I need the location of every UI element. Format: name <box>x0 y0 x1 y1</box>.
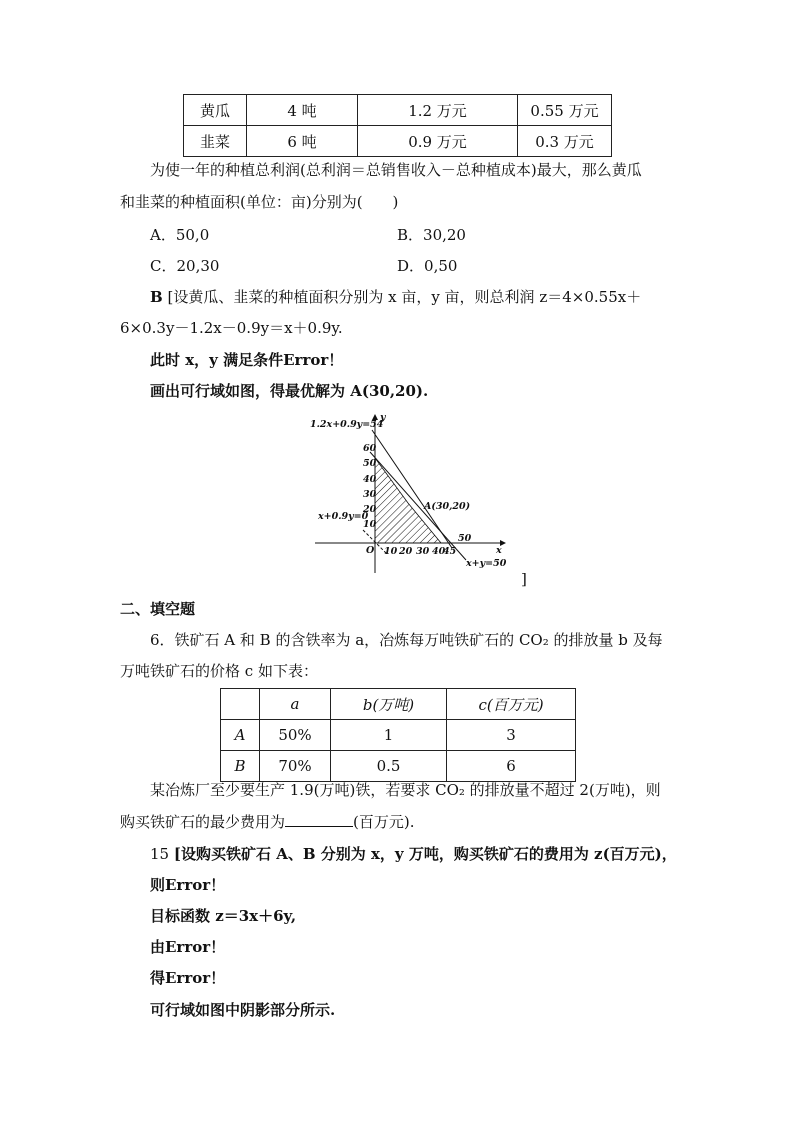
table-row <box>221 720 576 751</box>
answer-blank <box>285 812 353 827</box>
table-cell: 0.9 万元 <box>358 126 518 157</box>
ore-table <box>220 688 576 782</box>
q6-stem-line-3: 某冶炼厂至少要生产 1.9(万吨)铁，若要求 CO₂ 的排放量不超过 2(万吨)，则 <box>150 781 661 799</box>
y-tick-20: 20 <box>363 504 377 515</box>
table-cell: 黄瓜 <box>184 95 247 126</box>
y-tick-30: 30 <box>363 489 377 500</box>
objective-line-label: x+0.9y=0 <box>318 511 369 522</box>
q5-solution-line-1 <box>150 287 641 307</box>
q5-solution-line-3: 此时 x，y 满足条件Error！ <box>150 351 344 369</box>
table-cell: A <box>221 720 260 751</box>
table-row <box>184 126 612 157</box>
table-row <box>184 95 612 126</box>
q6-solution-line-4: 由Error！ <box>150 938 226 956</box>
table-cell: 3 <box>447 720 576 751</box>
x-tick-45: 45 <box>443 546 457 557</box>
x-axis-label: x <box>496 545 502 556</box>
table-cell: 0.3 万元 <box>518 126 612 157</box>
q5-solution-text: [设黄瓜、韭菜的种植面积分别为 x 亩，y 亩，则总利润 z＝4×0.55x＋ <box>167 288 642 306</box>
table-cell: B <box>221 751 260 782</box>
sum-line-label: x+y=50 <box>466 558 507 569</box>
q6-stem-text: 购买铁矿石的最少费用为 <box>120 813 286 831</box>
q6-solution-line-1 <box>150 844 677 864</box>
table-cell <box>221 689 260 720</box>
table-cell: 6 吨 <box>247 126 358 157</box>
q5-stem-line-2: 和韭菜的种植面积(单位：亩)分别为( ) <box>120 193 399 211</box>
y-axis-label: y <box>380 412 386 423</box>
table-cell: b(万吨) <box>331 689 447 720</box>
table-cell: 1.2 万元 <box>358 95 518 126</box>
table-cell: 0.5 <box>331 751 447 782</box>
q5-option-d: D．0,50 <box>397 257 458 275</box>
q6-solution-text: [设购买铁矿石 A、B 分别为 x，y 万吨，购买铁矿石的费用为 z(百万元)， <box>173 845 677 863</box>
table-cell: 韭菜 <box>184 126 247 157</box>
x-tick-40: 40 <box>432 546 446 557</box>
table-row <box>221 751 576 782</box>
table-cell: a <box>260 689 331 720</box>
q5-option-b: B．30,20 <box>397 226 466 244</box>
q5-option-a: A．50,0 <box>150 226 210 244</box>
mark-50-label: 50 <box>458 533 472 544</box>
q5-close-bracket: ] <box>521 570 527 588</box>
q5-stem-line-1: 为使一年的种植总利润(总利润＝总销售收入－总种植成本)最大，那么黄瓜 <box>150 161 642 179</box>
label-line-1: 1.2x+0.9y=54 <box>310 419 384 430</box>
x-tick-20: 20 <box>399 546 413 557</box>
q6-stem-unit: (百万元). <box>353 813 415 831</box>
q6-stem-line-1: 6．铁矿石 A 和 B 的含铁率为 a，冶炼每万吨铁矿石的 CO₂ 的排放量 b 及每 <box>150 631 663 649</box>
q6-answer: 15 <box>150 845 170 863</box>
q6-solution-line-3: 目标函数 z＝3x＋6y, <box>150 907 297 925</box>
q6-stem-line-2: 万吨铁矿石的价格 c 如下表： <box>120 662 318 680</box>
q6-solution-line-6: 可行域如图中阴影部分所示. <box>150 1001 336 1019</box>
origin-label: O <box>366 545 375 556</box>
y-tick-10: 10 <box>363 519 377 530</box>
point-a-label: A(30,20) <box>424 501 471 512</box>
q6-solution-line-5: 得Error！ <box>150 969 226 987</box>
crop-table <box>183 94 612 157</box>
table-cell: 50% <box>260 720 331 751</box>
x-tick-10: 10 <box>384 546 398 557</box>
table-cell: 6 <box>447 751 576 782</box>
feasible-region-graph <box>300 408 520 578</box>
y-tick-50: 50 <box>363 458 377 469</box>
q5-option-c: C．20,30 <box>150 257 220 275</box>
q6-solution-line-2: 则Error！ <box>150 876 226 894</box>
table-cell: c(百万元) <box>447 689 576 720</box>
table-cell: 0.55 万元 <box>518 95 612 126</box>
q5-answer: B <box>150 288 163 306</box>
table-cell: 1 <box>331 720 447 751</box>
table-row <box>221 689 576 720</box>
y-tick-40: 40 <box>363 474 377 485</box>
x-tick-30: 30 <box>416 546 430 557</box>
q5-solution-line-2: 6×0.3y－1.2x－0.9y＝x＋0.9y. <box>120 319 343 337</box>
table-cell: 70% <box>260 751 331 782</box>
y-tick-60: 60 <box>363 443 377 454</box>
q6-stem-line-4 <box>120 812 415 832</box>
section-title: 二、填空题 <box>120 600 196 618</box>
table-cell: 4 吨 <box>247 95 358 126</box>
q5-solution-line-4: 画出可行域如图，得最优解为 A(30,20). <box>150 382 429 400</box>
